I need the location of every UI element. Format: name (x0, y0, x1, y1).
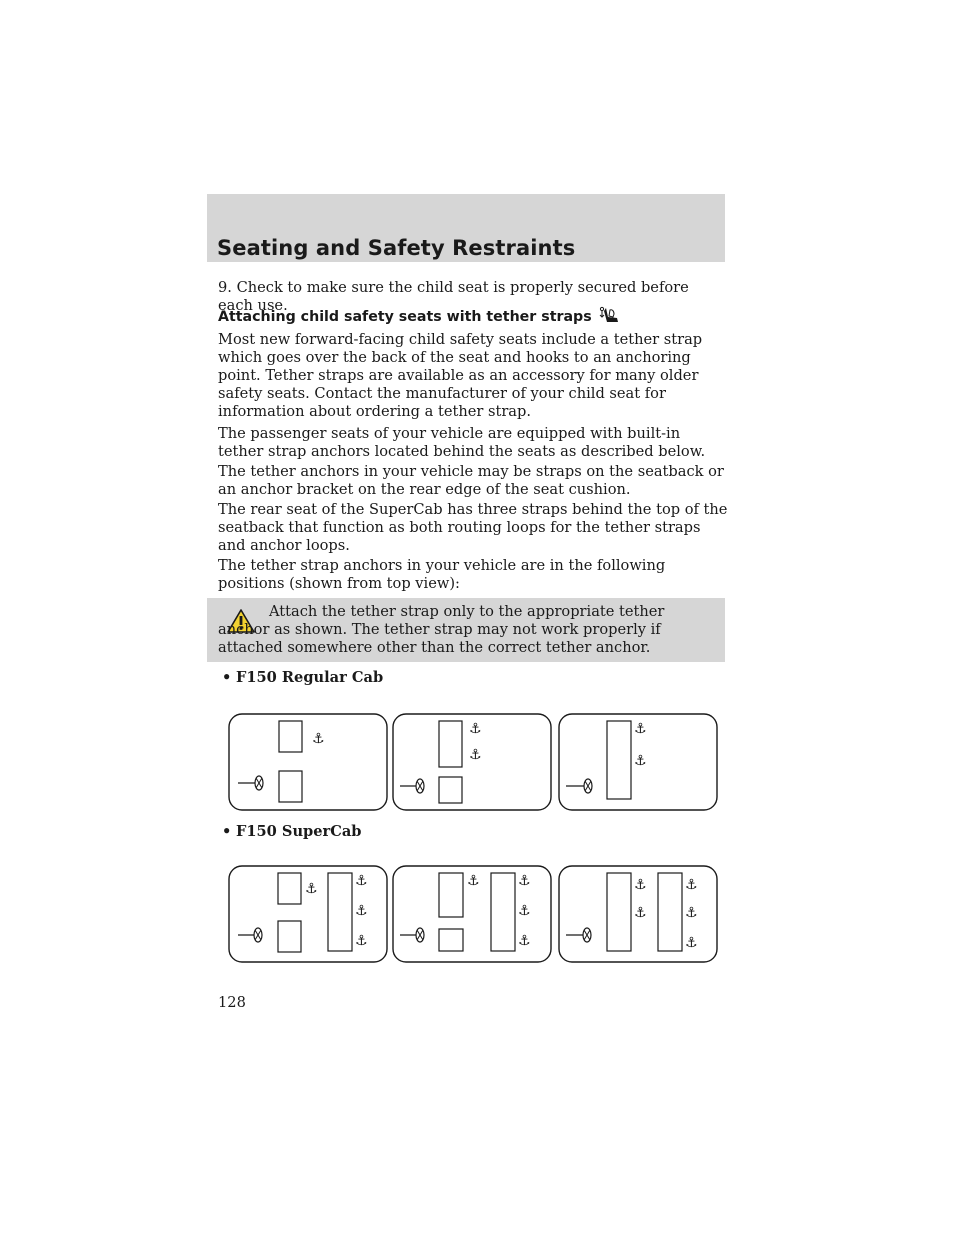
warning-text: Attach the tether strap only to the appropriate tether anchor as shown. The tether strap may not work properly if attached somewhere other than the correct tether anchor. (218, 603, 665, 656)
tether-anchor-icon: ⚓ (634, 877, 647, 893)
rear-bench-seat (491, 873, 515, 951)
tether-anchor-icon: ⚓ (634, 753, 647, 769)
front-bench-seat (607, 873, 631, 951)
section-heading-text: Attaching child safety seats with tether straps (218, 309, 592, 325)
child-seat-icon (599, 305, 621, 329)
bullet-regular-cab (222, 669, 383, 686)
paragraph-anchor-positions: The tether strap anchors in your vehicle are in the following positions (shown from top view): (218, 557, 666, 592)
tether-anchor-icon: ⚓ (312, 731, 325, 747)
passenger-seat (279, 721, 302, 752)
section-heading (218, 309, 621, 333)
passenger-seat (439, 873, 463, 917)
driver-seat (279, 771, 302, 802)
tether-anchor-icon: ⚓ (469, 721, 482, 737)
tether-anchor-icon: ⚓ (634, 905, 647, 921)
bullet-marker: • (222, 669, 232, 686)
tether-anchor-icon: ⚓ (305, 881, 318, 897)
tether-anchor-icon: ⚓ (518, 903, 531, 919)
page-number: 128 (218, 994, 246, 1011)
tether-anchor-icon: ⚓ (685, 877, 698, 893)
driver-seat (278, 921, 301, 952)
paragraph-passenger-seats: The passenger seats of your vehicle are equipped with built-in tether strap anchors located behind the seats as described below. (218, 425, 706, 460)
bullet-supercab (222, 823, 362, 840)
passenger-seat (439, 721, 462, 767)
regular-cab-diagram-1 (228, 713, 388, 811)
tether-anchor-icon: ⚓ (467, 873, 480, 889)
vehicle-outline (229, 714, 387, 810)
supercab-diagram-1 (228, 865, 388, 963)
tether-anchor-icon: ⚓ (685, 905, 698, 921)
passenger-seat (278, 873, 301, 904)
bullet-regular-cab-label: F150 Regular Cab (236, 669, 384, 686)
section-title: Seating and Safety Restraints (217, 236, 576, 260)
rear-bench-seat (328, 873, 352, 951)
tether-anchor-icon: ⚓ (685, 935, 698, 951)
rear-bench-seat (658, 873, 682, 951)
driver-seat (439, 777, 462, 803)
regular-cab-diagram-3 (558, 713, 718, 811)
tether-anchor-icon: ⚓ (634, 721, 647, 737)
paragraph-supercab-rear: The rear seat of the SuperCab has three straps behind the top of the seatback that function as both routing loops for the tether straps and anchor loops. (218, 501, 728, 554)
tether-anchor-icon: ⚓ (355, 873, 368, 889)
warning-box (207, 598, 725, 662)
regular-cab-diagram-2 (392, 713, 552, 811)
step-9-text: 9. Check to make sure the child seat is properly secured before each use. (218, 279, 689, 314)
paragraph-anchor-types: The tether anchors in your vehicle may be straps on the seatback or an anchor bracket on the rear edge of the seat cushion. (218, 463, 724, 498)
tether-anchor-icon: ⚓ (469, 747, 482, 763)
tether-anchor-icon: ⚓ (355, 933, 368, 949)
bullet-supercab-label: F150 SuperCab (236, 823, 362, 840)
bullet-marker: • (222, 823, 232, 840)
supercab-diagram-2 (392, 865, 552, 963)
tether-anchor-icon: ⚓ (518, 873, 531, 889)
bench-seat (607, 721, 631, 799)
tether-anchor-icon: ⚓ (518, 933, 531, 949)
section-header-band (207, 194, 725, 262)
supercab-diagram-3 (558, 865, 718, 963)
driver-seat (439, 929, 463, 951)
tether-anchor-icon: ⚓ (355, 903, 368, 919)
paragraph-tether-intro: Most new forward-facing child safety seats include a tether strap which goes over the back of the seat and hooks to an anchoring point. Tether straps are available as an accessory for many older safety seats. Contact the manufacturer of your child seat for information about ordering a tether strap. (218, 331, 703, 420)
